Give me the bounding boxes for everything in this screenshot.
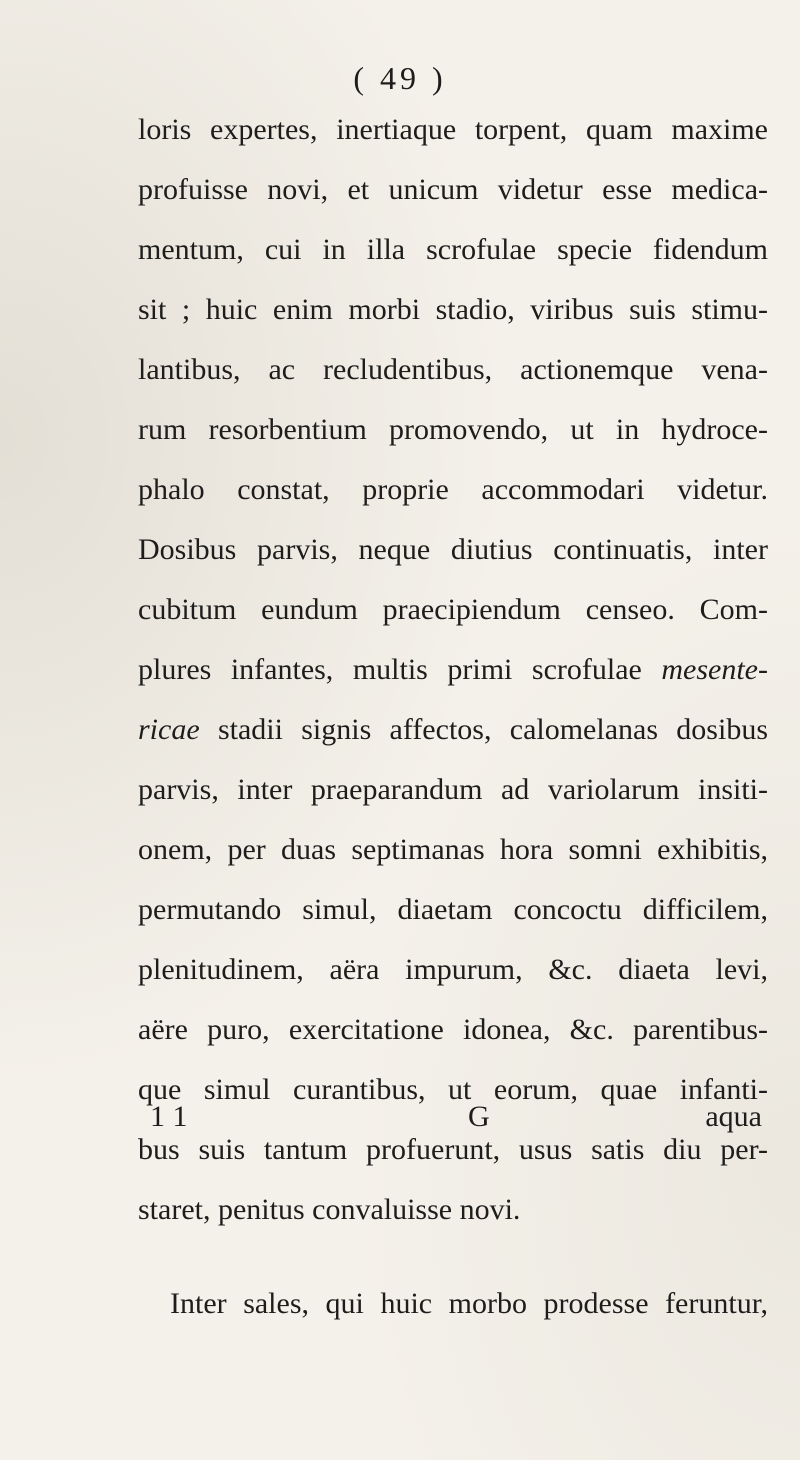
text-line: profuisse novi, et unicum videtur esse medica-: [138, 173, 768, 206]
text-line: bus suis tantum profuerunt, usus satis diu per-: [138, 1133, 768, 1166]
text-fragment: stadii signis affectos, calomelanas dosibus: [199, 713, 768, 746]
text-line: [138, 640, 768, 700]
gathering-letter: G: [468, 1100, 490, 1133]
text-line: staret, penitus convaluisse novi.: [138, 1193, 521, 1226]
text-line: cubitum eundum praecipiendum censeo. Com-: [138, 593, 768, 626]
text-line: que simul curantibus, ut eorum, quae infanti-: [138, 1073, 768, 1106]
text-line: phalo constat, proprie accommodari videtur.: [138, 473, 768, 506]
text-fragment: plures infantes, multis primi scrofulae: [138, 653, 662, 686]
text-line: Dosibus parvis, neque diutius continuatis, inter: [138, 533, 768, 566]
body-text: [138, 100, 768, 1334]
text-line: sit ; huic enim morbi stadio, viribus suis stimu-: [138, 293, 768, 326]
text-line: plenitudinem, aëra impurum, &c. diaeta levi,: [138, 953, 768, 986]
signature-mark: 1 1: [150, 1100, 188, 1133]
paragraph-gap: [138, 1240, 768, 1274]
text-line: permutando simul, diaetam concoctu difficilem,: [138, 893, 768, 926]
text-line: mentum, cui in illa scrofulae specie fidendum: [138, 233, 768, 266]
page-footer: [150, 1100, 762, 1140]
text-line: Inter sales, qui huic morbo prodesse feruntur,: [170, 1287, 768, 1320]
text-line: [138, 700, 768, 760]
italic-term: ricae: [138, 713, 200, 746]
text-line: parvis, inter praeparandum ad variolarum insiti-: [138, 773, 768, 806]
italic-term: mesente-: [661, 653, 768, 686]
text-line: loris expertes, inertiaque torpent, quam maxime: [138, 113, 768, 146]
text-line: onem, per duas septimanas hora somni exhibitis,: [138, 833, 768, 866]
catchword: aqua: [705, 1100, 762, 1133]
page-number: ( 49 ): [353, 60, 447, 96]
text-line: lantibus, ac recludentibus, actionemque vena-: [138, 353, 768, 386]
text-line: aëre puro, exercitatione idonea, &c. parentibus-: [138, 1013, 768, 1046]
text-line: rum resorbentium promovendo, ut in hydroce-: [138, 413, 768, 446]
